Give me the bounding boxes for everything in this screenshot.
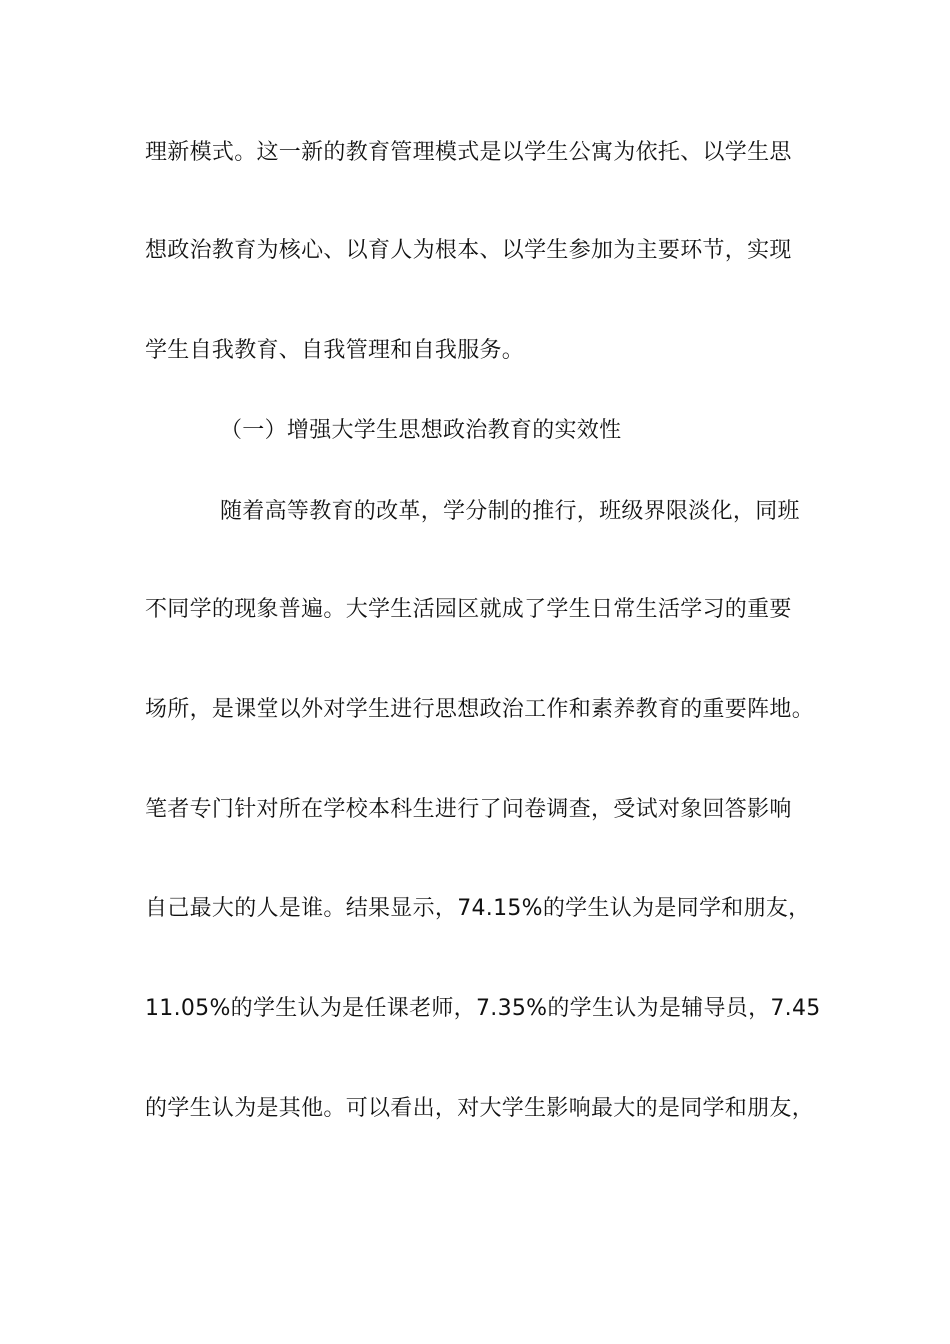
paragraph-line: 学生自我教育、自我管理和自我服务。	[145, 338, 525, 363]
paragraph-line: 的学生认为是其他。可以看出，对大学生影响最大的是同学和朋友，	[145, 1096, 815, 1121]
paragraph-line: 自己最大的人是谁。结果显示，74.15%的学生认为是同学和朋友，	[145, 896, 811, 921]
paragraph-line: 11.05%的学生认为是任课老师，7.35%的学生认为是辅导员，7.45	[145, 996, 821, 1021]
paragraph-line: 不同学的现象普遍。大学生活园区就成了学生日常生活学习的重要	[145, 597, 792, 622]
paragraph-line: 理新模式。这一新的教育管理模式是以学生公寓为依托、以学生思	[145, 140, 792, 165]
paragraph-line: 随着高等教育的改革，学分制的推行，班级界限淡化，同班	[220, 499, 800, 524]
section-heading: （一）增强大学生思想政治教育的实效性	[220, 418, 622, 443]
paragraph-line: 场所，是课堂以外对学生进行思想政治工作和素养教育的重要阵地。	[145, 697, 815, 722]
paragraph-line: 笔者专门针对所在学校本科生进行了问卷调查，受试对象回答影响	[145, 797, 792, 822]
paragraph-line: 想政治教育为核心、以育人为根本、以学生参加为主要环节，实现	[145, 238, 792, 263]
